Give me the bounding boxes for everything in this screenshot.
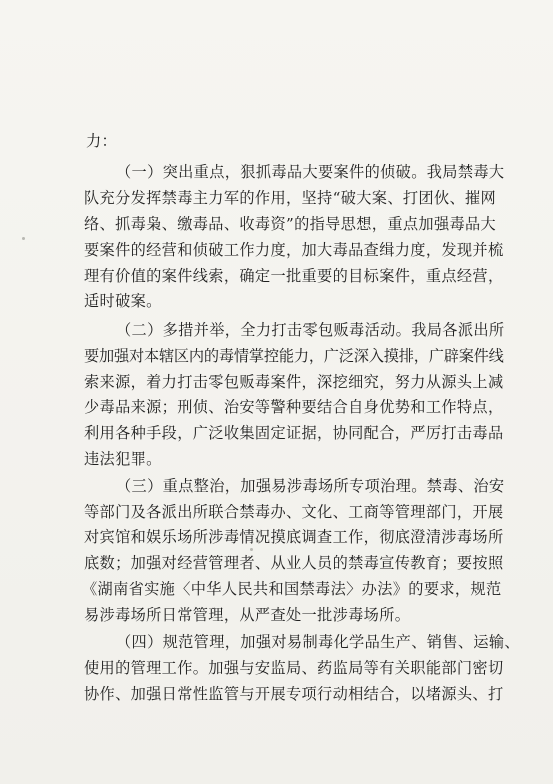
text-line: 理有价值的案件线索，确定一批重要的目标案件，重点经营，	[84, 267, 504, 285]
scan-speck	[22, 237, 25, 240]
text-line: 要加强对本辖区内的毒情掌控能力，广泛深入摸排，广辟案件线	[84, 347, 504, 365]
text-line: 队充分发挥禁毒主力军的作用，坚持“破大案、打团伙、摧网	[84, 189, 497, 207]
text-line: 《湖南省实施〈中华人民共和国禁毒法〉办法》的要求，规范	[82, 580, 502, 598]
text-line: 易涉毒场所日常管理，从严查处一批涉毒场所。	[84, 606, 411, 624]
text-line: 底数；加强对经营管理者、从业人员的禁毒宣传教育；要按照	[84, 554, 504, 572]
text-line: 协作、加强日常性监管与开展专项行动相结合，以堵源头、打	[84, 685, 504, 703]
text-line: 少毒品来源；刑侦、治安等警种要结合自身优势和工作特点，	[84, 398, 504, 416]
text-line: 力：	[86, 132, 118, 150]
text-line: 对宾馆和娱乐场所涉毒情况摸底调查工作，彻底澄清涉毒场所	[84, 528, 504, 546]
text-line: （一）突出重点，狠抓毒品大要案件的侦破。我局禁毒大	[116, 163, 505, 181]
scan-speck	[250, 548, 253, 551]
text-line: 适时破案。	[84, 292, 162, 310]
text-line: 使用的管理工作。加强与安监局、药监局等有关职能部门密切	[84, 659, 504, 677]
text-line: 利用各种手段，广泛收集固定证据，协同配合，严厉打击毒品	[84, 424, 504, 442]
text-line: 违法犯罪。	[84, 450, 162, 468]
text-line: （二）多措并举，全力打击零包贩毒活动。我局各派出所	[116, 321, 505, 339]
text-line: 等部门及各派出所联合禁毒办、文化、工商等管理部门，开展	[84, 503, 504, 521]
text-line: 络、抓毒枭、缴毒品、收毒资”的指导思想，重点加强毒品大	[84, 215, 497, 233]
text-line: （四）规范管理，加强对易制毒化学品生产、销售、运输、	[116, 633, 520, 651]
text-line: （三）重点整治，加强易涉毒场所专项治理。禁毒、治安	[116, 477, 505, 495]
text-line: 索来源，着力打击零包贩毒案件，深挖细究，努力从源头上减	[84, 373, 504, 391]
text-line: 要案件的经营和侦破工作力度，加大毒品查缉力度，发现并梳	[84, 241, 504, 259]
